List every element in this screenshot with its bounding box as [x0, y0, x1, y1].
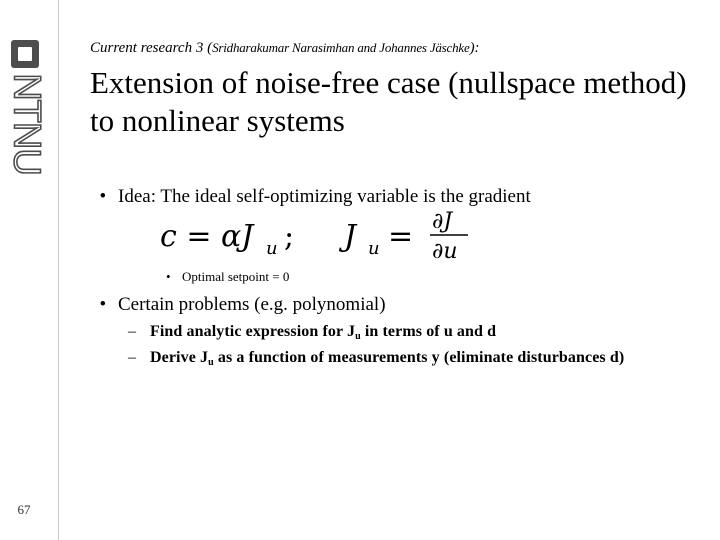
page-number: 67: [17, 502, 31, 517]
sub-bullet-setpoint: • Optimal setpoint = 0: [166, 269, 290, 284]
formula-semicolon: ;: [284, 219, 295, 254]
dash-item-analytic: – Find analytic expression for $J_u$ in terms of u and d: [128, 323, 497, 342]
bullet-problems: • Certain problems (e.g. polynomial): [90, 294, 386, 315]
bullet-dot-icon: •: [90, 294, 107, 315]
formula-c-sub: u: [266, 238, 278, 259]
author-names: Sridharakumar Narasimhan and Johannes Jäschke: [212, 40, 470, 55]
dash-item-derive: – Derive $J_u$ as a function of measurements y (eliminate disturbances d): [128, 349, 625, 368]
slide-title: Extension of noise-free case (nullspace method) to nonlinear systems: [90, 65, 687, 138]
formula-j: J: [344, 219, 357, 254]
dash-icon: –: [128, 323, 137, 340]
formula-j-sub: u: [368, 238, 380, 259]
dash-icon: –: [128, 349, 137, 366]
gradient-formula: [160, 204, 480, 264]
formula-equals: =: [388, 219, 414, 254]
sub-bullet-dot-icon: •: [166, 269, 171, 284]
bullet-idea: • Idea: The ideal self-optimizing variable is the gradient: [90, 186, 531, 207]
slide-subtitle: Current research 3 (Sridharakumar Narasimhan and Johannes Jäschke):: [90, 40, 480, 56]
formula-numerator: ∂J: [432, 209, 453, 234]
sidebar: [0, 0, 59, 540]
ntnu-logo-icon: [11, 40, 39, 68]
bullet-dot-icon: •: [90, 186, 107, 207]
formula-c: c = αJ: [160, 219, 254, 254]
ntnu-logo-text: NTNU: [5, 73, 48, 175]
formula-denominator: ∂u: [432, 239, 458, 264]
